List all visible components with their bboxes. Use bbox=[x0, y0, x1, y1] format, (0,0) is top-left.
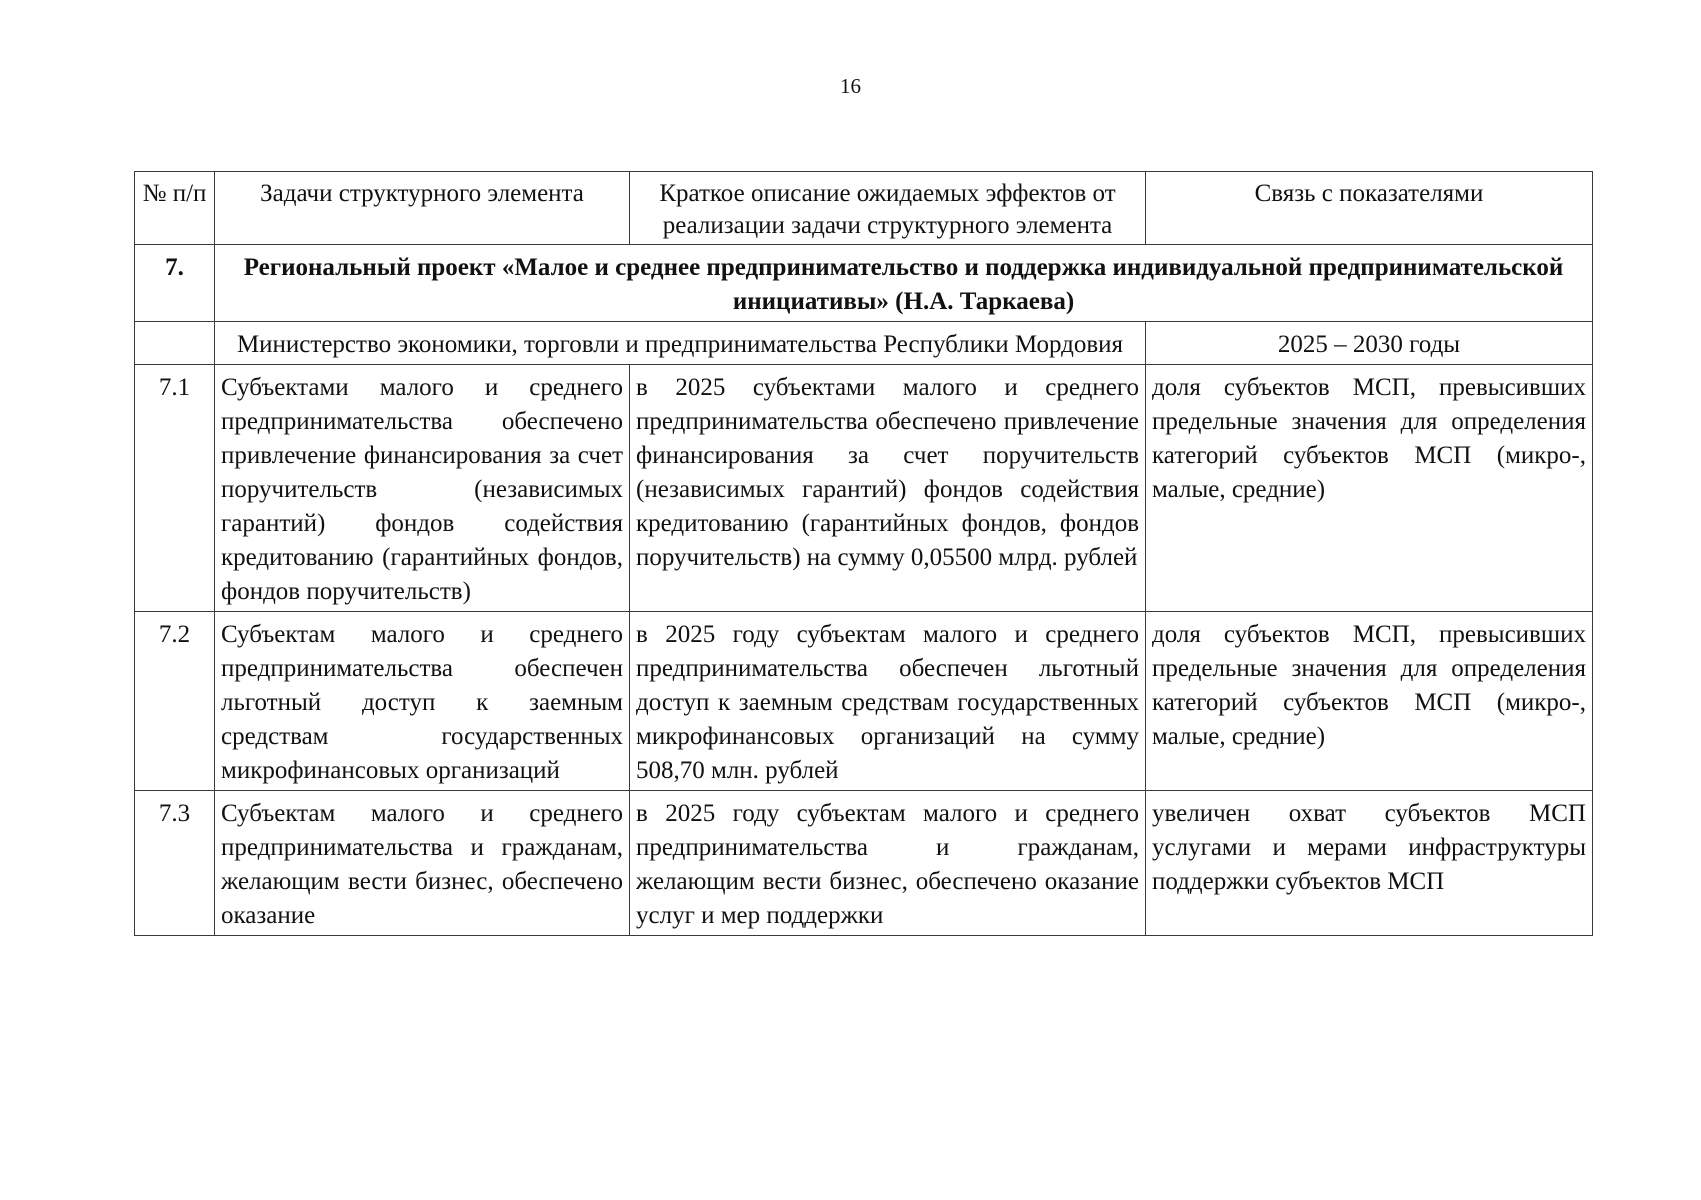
table-row bbox=[135, 791, 1593, 936]
responsible-period: 2025 – 2030 годы bbox=[1146, 322, 1593, 365]
responsible-row bbox=[135, 322, 1593, 365]
row-num: 7.1 bbox=[135, 365, 215, 612]
row-task: Субъектам малого и среднего предпринимательства обеспечен льготный доступ к заемным средствам государственных микрофинансовых организаций bbox=[215, 612, 630, 791]
row-effect: в 2025 году субъектам малого и среднего предпринимательства обеспечен льготный доступ к заемным средствам государственных микрофинансовых организаций на сумму 508,70 млн. рублей bbox=[630, 612, 1146, 791]
table-row bbox=[135, 612, 1593, 791]
project-row bbox=[135, 245, 1593, 322]
header-tasks: Задачи структурного элемента bbox=[215, 172, 630, 245]
row-task-text: Субъектам малого и среднего предпринимательства и гражданам, желающим вести бизнес, обеспечено оказание bbox=[221, 800, 623, 929]
row-num bbox=[135, 791, 215, 936]
row-indicator: доля субъектов МСП, превысивших предельные значения для определения категорий субъектов МСП (микро-, малые, средние) bbox=[1146, 612, 1593, 791]
header-indicators: Связь с показателями bbox=[1146, 172, 1593, 245]
row-indicator: доля субъектов МСП, превысивших предельные значения для определения категорий субъектов МСП (микро-, малые, средние) bbox=[1146, 365, 1593, 612]
row-indicator bbox=[1146, 791, 1593, 936]
project-num: 7. bbox=[135, 245, 215, 322]
row-task bbox=[215, 791, 630, 936]
project-title: Региональный проект «Малое и среднее предпринимательство и поддержка индивидуальной предпринимательской инициативы» (Н.А. Таркаева) bbox=[215, 245, 1593, 322]
header-num: № п/п bbox=[135, 172, 215, 245]
table-row bbox=[135, 365, 1593, 612]
row-num: 7.2 bbox=[135, 612, 215, 791]
row-indicator-text: увеличен охват субъектов МСП услугами и мерами инфраструктуры поддержки субъектов МСП bbox=[1152, 800, 1586, 895]
responsible-ministry: Министерство экономики, торговли и предпринимательства Республики Мордовия bbox=[215, 322, 1146, 365]
structural-elements-table bbox=[134, 171, 1593, 936]
page-number: 16 bbox=[840, 74, 861, 98]
header-effects: Краткое описание ожидаемых эффектов от реализации задачи структурного элемента bbox=[630, 172, 1146, 245]
row-effect: в 2025 субъектами малого и среднего предпринимательства обеспечено привлечение финансирования за счет поручительств (независимых гарантий) фондов содействия кредитованию (гарантийных фондов, фондов поручительств) на сумму 0,05500 млрд. рублей bbox=[630, 365, 1146, 612]
row-task: Субъектами малого и среднего предпринимательства обеспечено привлечение финансирования за счет поручительств (независимых гарантий) фондов содействия кредитованию (гарантийных фондов, фондов поручительств) bbox=[215, 365, 630, 612]
responsible-empty-cell bbox=[135, 322, 215, 365]
row-num-text: 7.3 bbox=[158, 800, 191, 827]
row-effect-text: в 2025 году субъектам малого и среднего предпринимательства и гражданам, желающим вести бизнес, обеспечено оказание услуг и мер поддержки bbox=[636, 800, 1139, 929]
row-effect bbox=[630, 791, 1146, 936]
table-header-row bbox=[135, 172, 1593, 245]
